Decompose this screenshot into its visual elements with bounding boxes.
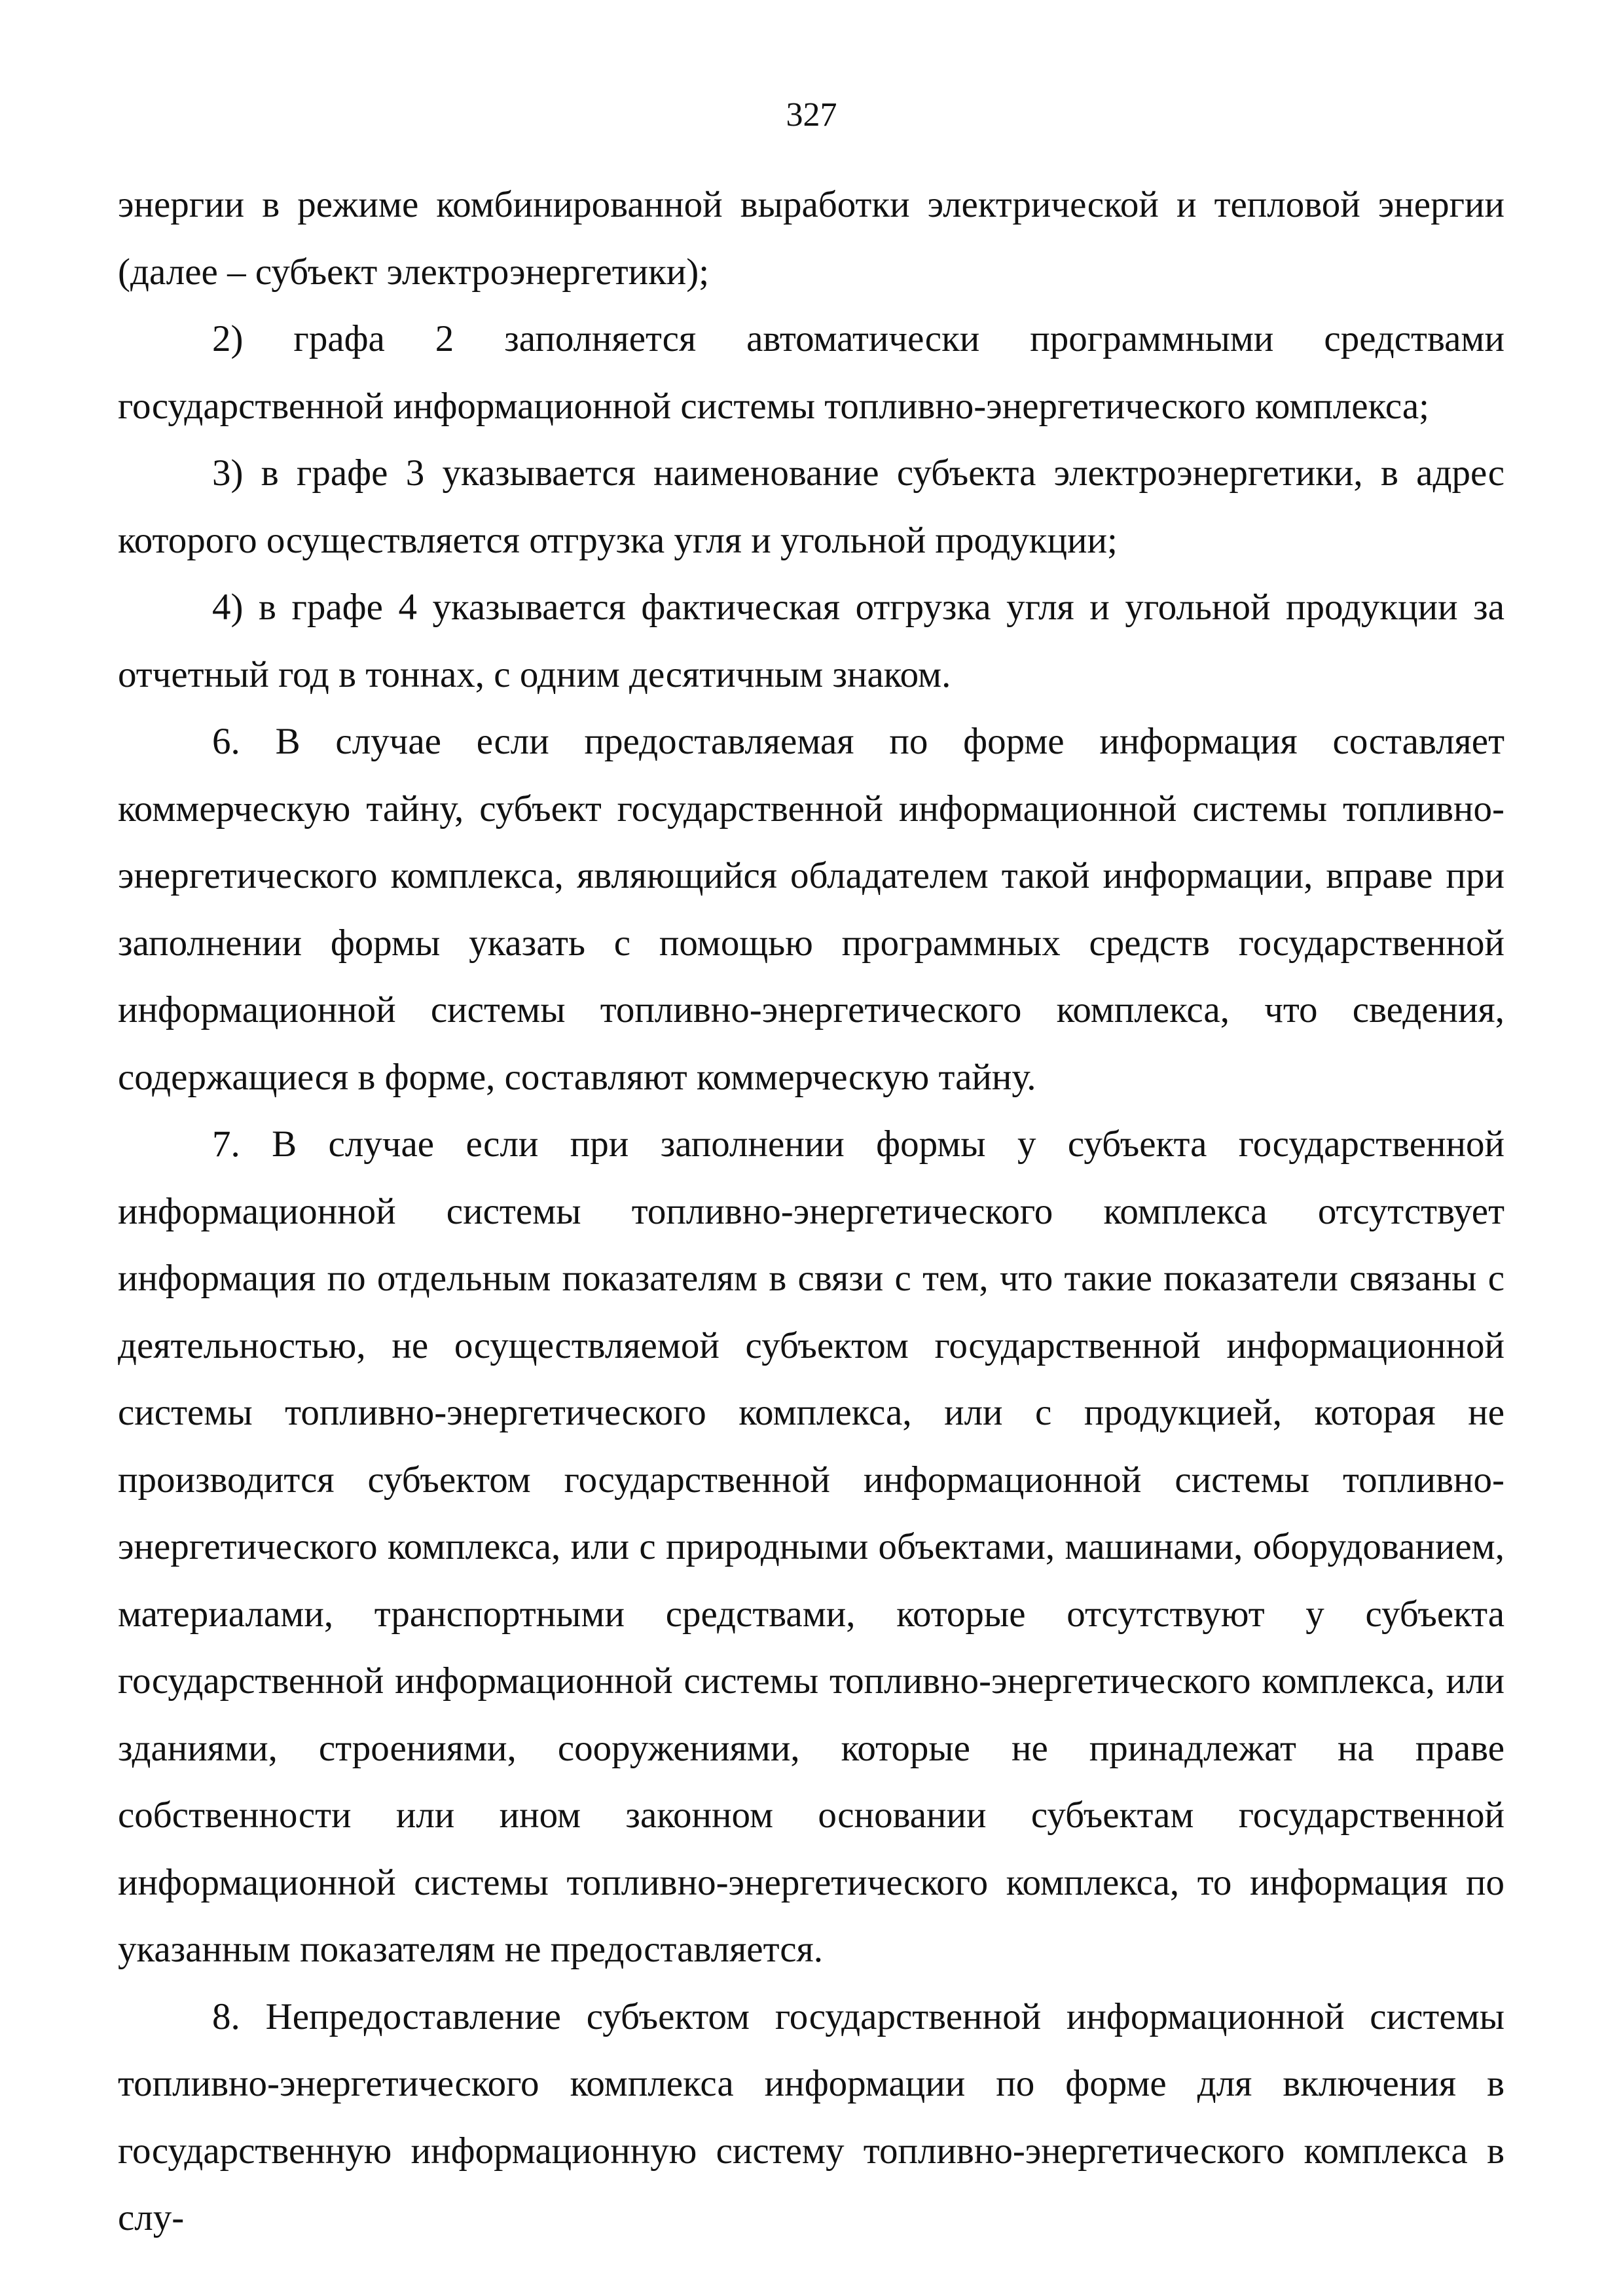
document-body [118,172,1504,2252]
paragraph-section-7: 7. В случае если при заполнении формы у субъекта государственной информационной системы топливно-энергетического комплекса отсутствует информация по отдельным показателям в связи с тем, что такие показатели связаны с деятельностью, не осуществляемой субъектом государственной информационной системы топливно-энергетического комплекса, или с продукцией, которая не производится субъектом государственной информационной системы топливно-энергетического комплекса, или с природными объектами, машинами, оборудованием, материалами, транспортными средствами, которые отсутствуют у субъекта государственной информационной системы топливно-энергетического комплекса, или зданиями, строениями, сооружениями, которые не принадлежат на праве собственности или ином законном основании субъектам государственной информационной системы топливно-энергетического комплекса, то информация по указанным показателям не предоставляется. [118,1123,1504,1970]
paragraph-continuation: энергии в режиме комбинированной выработки электрической и тепловой энергии (далее – субъект электроэнергетики); [118,184,1504,293]
page-number: 327 [786,96,837,134]
paragraph-item-2: 2) графа 2 заполняется автоматически программными средствами государственной информационной системы топливно-энергетического комплекса; [118,318,1504,427]
paragraph-item-4: 4) в графе 4 указывается фактическая отгрузка угля и угольной продукции за отчетный год в тоннах, с одним десятичным знаком. [118,587,1504,695]
paragraph-section-8: 8. Непредоставление субъектом государственной информационной системы топливно-энергетического комплекса информации по форме для включения в государственную информационную систему топливно-энергетического комплекса в слу- [118,1995,1504,2238]
paragraph-section-6: 6. В случае если предоставляемая по форме информация составляет коммерческую тайну, субъект государственной информационной системы топливно-энергетического комплекса, являющийся обладателем такой информации, вправе при заполнении формы указать с помощью программных средств государственной информационной системы топливно-энергетического комплекса, что сведения, содержащиеся в форме, составляют коммерческую тайну. [118,721,1504,1098]
paragraph-item-3: 3) в графе 3 указывается наименование субъекта электроэнергетики, в адрес которого осуществляется отгрузка угля и угольной продукции; [118,452,1504,561]
